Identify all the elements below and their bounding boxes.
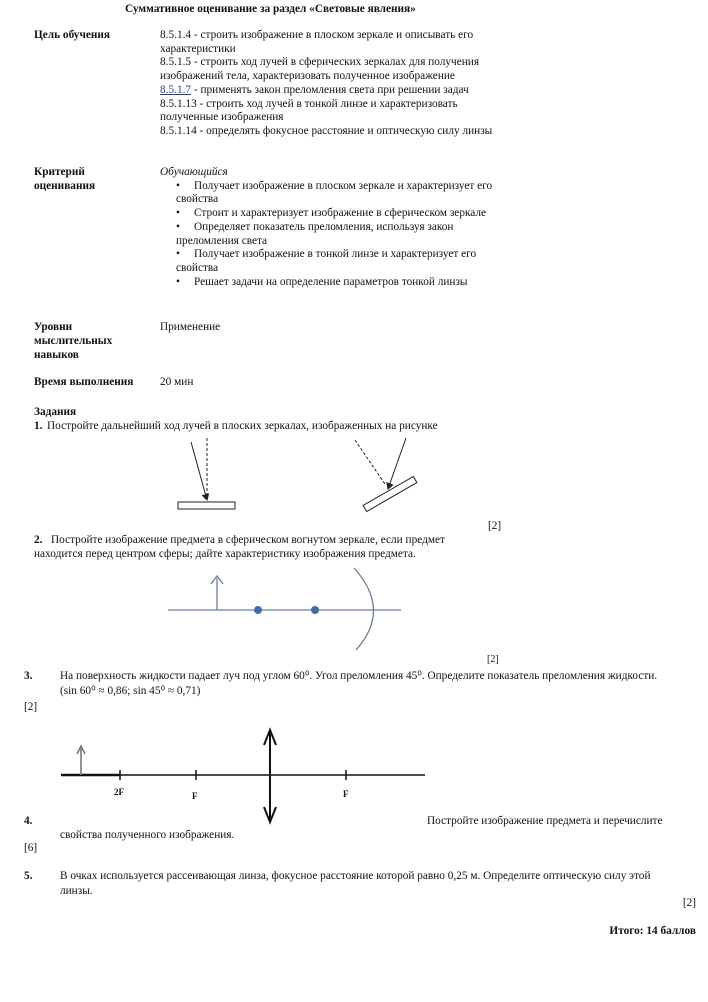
criteria-item: • Получает изображение в плоском зеркале и характеризует его свойства: [160, 180, 495, 207]
task-2-text-1: Постройте изображение предмета в сферическом вогнутом зеркале, если предмет: [51, 534, 445, 546]
task-4-text-1: Постройте изображение предмета и перечислите: [427, 815, 663, 827]
concave-mirror-figure: [168, 568, 401, 650]
criteria-label-1: Критерий: [34, 166, 85, 178]
goal-code: 8.5.1.13: [160, 97, 197, 110]
task-4-text-2: свойства полученного изображения.: [60, 829, 235, 841]
goal-code-link[interactable]: 8.5.1.7: [160, 83, 192, 96]
task-1-score: [2]: [488, 520, 502, 532]
criteria-item: • Строит и характеризует изображение в сферическом зеркале: [160, 207, 495, 221]
goal-text: - строить ход лучей в тонкой линзе и характеризовать полученные изображения: [160, 97, 458, 124]
task-5-score: [2]: [682, 897, 696, 909]
task-5-text-2: линзы.: [60, 885, 93, 897]
task-4-number: 4.: [24, 815, 33, 827]
levels-value: Применение: [160, 321, 221, 333]
criteria-item: • Определяет показатель преломления, используя закон преломления света: [160, 221, 495, 248]
task-1-text: Постройте дальнейший ход лучей в плоских зеркалах, изображенных на рисунке: [47, 420, 438, 432]
task-3-text-2: (sin 60⁰ ≈ 0,86; sin 45⁰ ≈ 0,71): [60, 685, 201, 697]
levels-label-3: навыков: [34, 349, 79, 361]
task-4-score: [6]: [24, 842, 38, 854]
tasks-heading: Задания: [34, 406, 77, 418]
goal-text: - строить ход лучей в сферических зеркалах для получения изображений тела, характеризовать полученное изображение: [160, 56, 480, 83]
lens-label-f-left: F: [192, 791, 198, 801]
lens-label-f-right: F: [343, 789, 349, 799]
goal-code: 8.5.1.14: [160, 124, 197, 137]
time-label: Время выполнения: [34, 376, 134, 388]
task-3-score: [2]: [24, 701, 38, 713]
task-2-text-2: находится перед центром сферы; дайте характеристику изображения предмета.: [34, 548, 416, 560]
task-2-score: [2]: [487, 654, 499, 665]
task-2-number: 2.: [34, 534, 43, 546]
goal-text: - определять фокусное расстояние и оптическую силу линзы: [196, 124, 493, 137]
task-5-number: 5.: [24, 870, 33, 882]
task-3-number: 3.: [24, 670, 33, 682]
time-value: 20 мин: [160, 376, 194, 388]
goal-text: - применять закон преломления света при решении задач: [191, 83, 469, 96]
criteria-intro: Обучающийся: [160, 166, 228, 178]
task-1-number: 1.: [34, 420, 43, 432]
task-3-text-1: На поверхность жидкости падает луч под углом 60⁰. Угол преломления 45⁰. Определите показатель преломления жидкости.: [60, 670, 658, 682]
page-title: Суммативное оценивание за раздел «Световые явления»: [125, 3, 416, 15]
goal-code: 8.5.1.4: [160, 29, 192, 41]
task-5-text-1: В очках используется рассеивающая линза, фокусное расстояние которой равно 0,25 м. Определите оптическую силу этой: [60, 870, 651, 882]
goal-label: Цель обучения: [34, 29, 110, 41]
criteria-item: • Получает изображение в тонкой линзе и характеризует его свойства: [160, 248, 495, 275]
criteria-item: • Решает задачи на определение параметров тонкой линзы: [160, 276, 495, 290]
lens-figure: [61, 730, 425, 822]
goal-text: - строить изображение в плоском зеркале и описывать его характеристики: [160, 29, 474, 55]
plane-mirror-figure-2: [355, 438, 417, 512]
levels-label-2: мыслительных: [34, 335, 113, 347]
levels-label-1: Уровни: [34, 321, 73, 333]
lens-label-2f: 2F: [114, 787, 124, 797]
total-score: Итого: 14 баллов: [609, 925, 696, 937]
plane-mirror-figure-1: [178, 438, 235, 509]
criteria-label-2: оценивания: [34, 180, 96, 192]
goal-code: 8.5.1.5: [160, 56, 192, 69]
